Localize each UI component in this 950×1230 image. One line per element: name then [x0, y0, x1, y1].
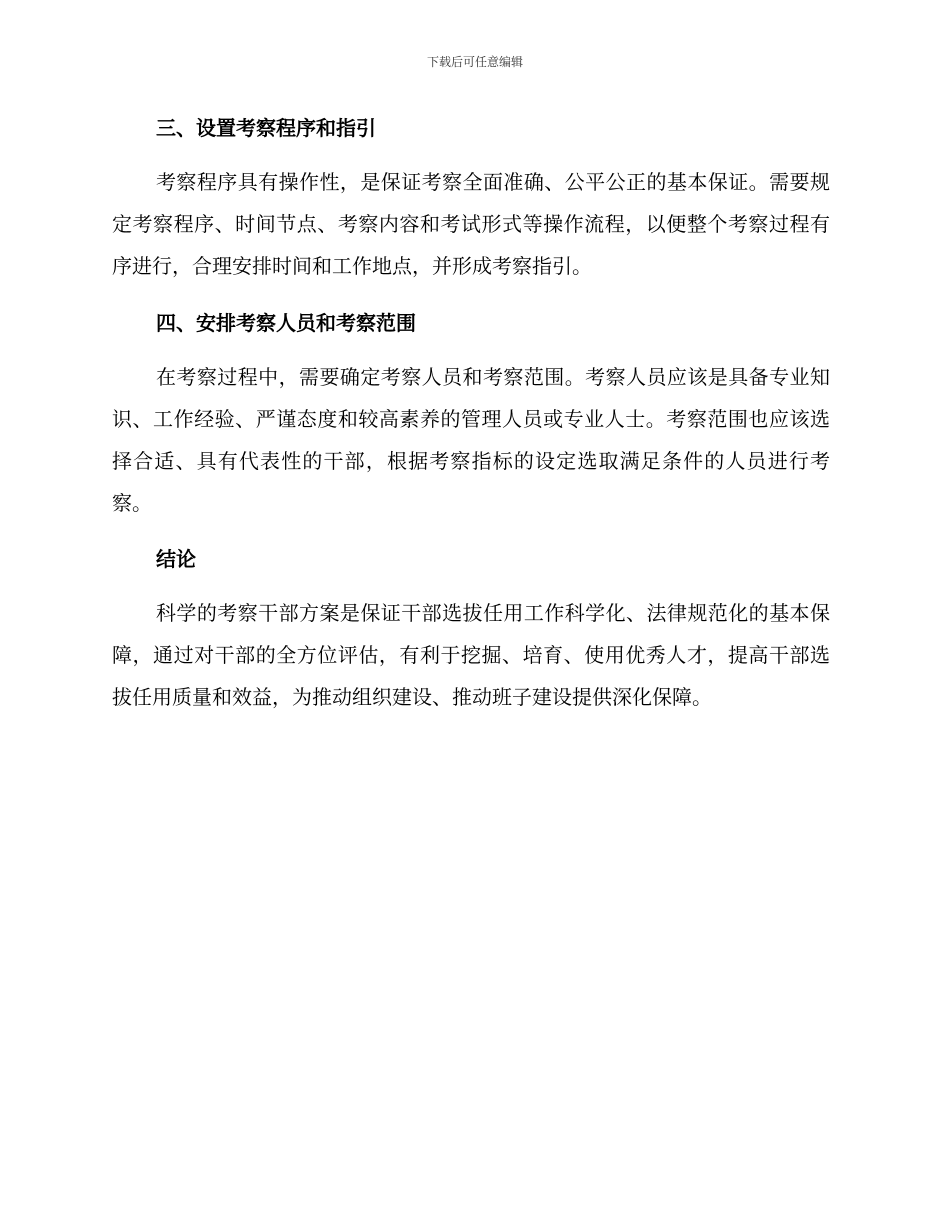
- section-heading-setup-procedure: 三、设置考察程序和指引: [156, 116, 376, 140]
- section-paragraph-conclusion: 科学的考察干部方案是保证干部选拔任用工作科学化、法律规范化的基本保障，通过对干部的全方位评估，有利于挖掘、培育、使用优秀人才，提高干部选拔任用质量和效益，为推动组织建设、推动班子建设提供深化保障。: [112, 601, 830, 709]
- section-heading-personnel-scope: 四、安排考察人员和考察范围: [156, 311, 416, 335]
- section-paragraph-setup-procedure: 考察程序具有操作性，是保证考察全面准确、公平公正的基本保证。需要规定考察程序、时间节点、考察内容和考试形式等操作流程，以便整个考察过程有序进行，合理安排时间和工作地点，并形成考察指引。: [112, 170, 830, 278]
- section-paragraph-personnel-scope: 在考察过程中，需要确定考察人员和考察范围。考察人员应该是具备专业知识、工作经验、严谨态度和较高素养的管理人员或专业人士。考察范围也应该选择合适、具有代表性的干部，根据考察指标的设定选取满足条件的人员进行考察。: [112, 365, 830, 515]
- section-heading-conclusion: 结论: [156, 547, 196, 571]
- page-header-note: 下载后可任意编辑: [426, 55, 523, 69]
